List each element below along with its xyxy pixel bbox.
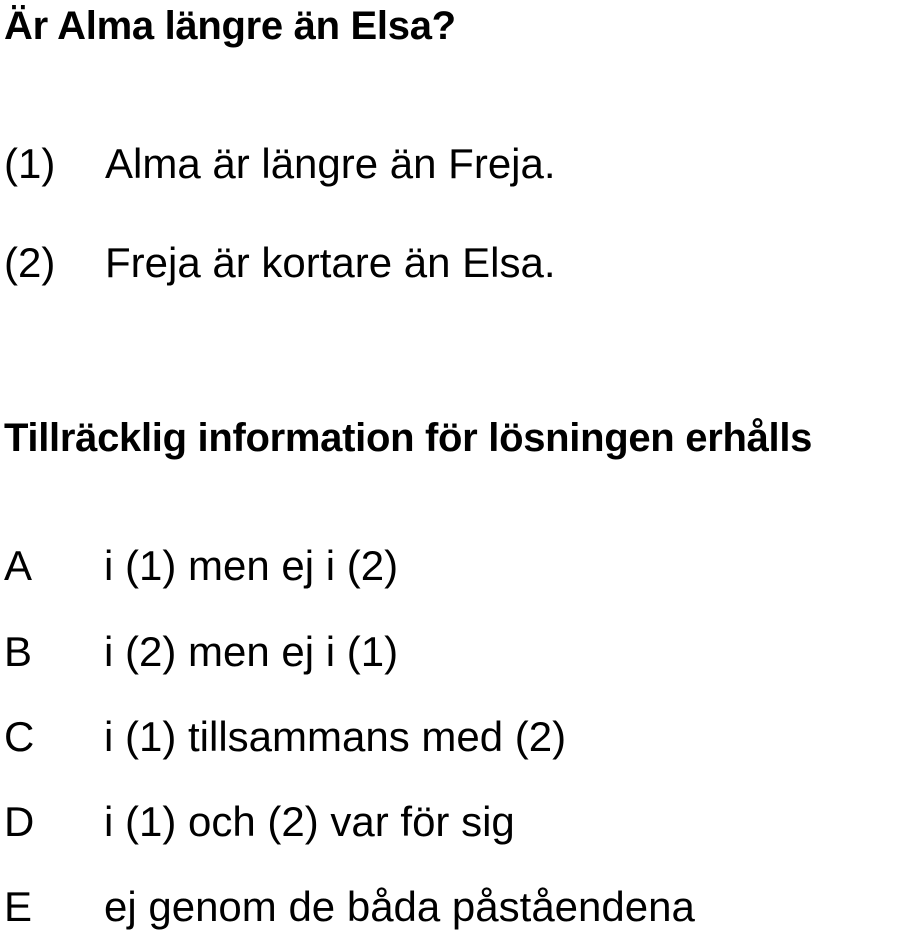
statement-2 [4, 239, 556, 286]
option-a-letter: A [4, 542, 33, 589]
option-a [4, 542, 399, 589]
statement-2-text: Freja är kortare än Elsa. [105, 239, 556, 286]
statement-2-label: (2) [4, 239, 56, 286]
option-a-text: i (1) men ej i (2) [104, 542, 399, 589]
option-e [4, 883, 695, 930]
statement-1-text: Alma är längre än Freja. [105, 140, 556, 187]
question-heading: Är Alma längre än Elsa? [4, 4, 456, 48]
instruction-heading: Tillräcklig information för lösningen erhålls [4, 416, 813, 460]
option-d-text: i (1) och (2) var för sig [104, 798, 515, 845]
option-b-letter: B [4, 628, 33, 675]
option-b-text: i (2) men ej i (1) [104, 628, 399, 675]
option-c-text: i (1) tillsammans med (2) [104, 713, 567, 760]
option-c-letter: C [4, 713, 35, 760]
option-e-letter: E [4, 883, 33, 930]
option-b [4, 628, 399, 675]
option-c [4, 713, 567, 760]
statement-1-label: (1) [4, 140, 56, 187]
option-d [4, 798, 515, 845]
option-e-text: ej genom de båda påståendena [104, 883, 695, 930]
statement-1 [4, 140, 556, 187]
option-d-letter: D [4, 798, 35, 845]
